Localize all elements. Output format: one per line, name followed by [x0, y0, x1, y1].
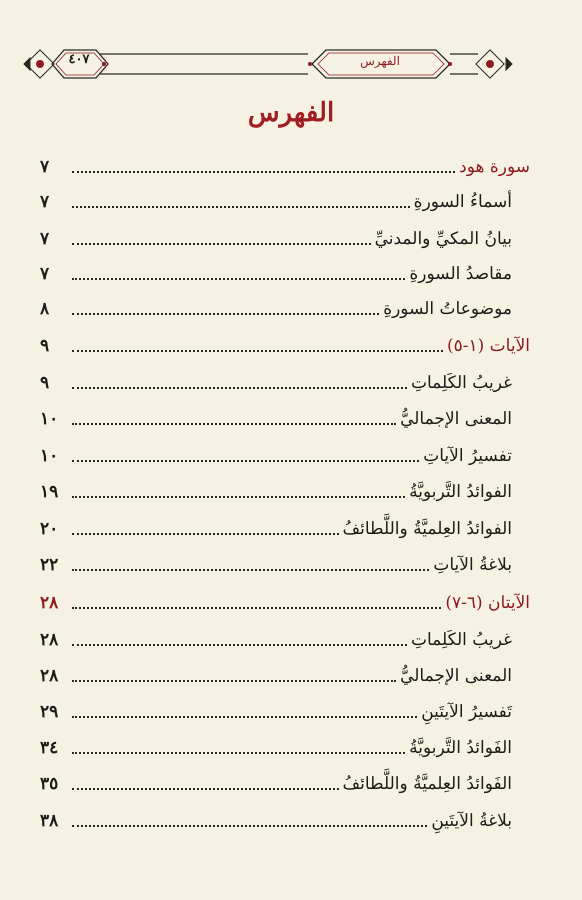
dot-leader [72, 788, 339, 790]
toc-entry-title: الفوائدُ التَّربويَّةُ [409, 482, 512, 502]
dot-leader [72, 313, 379, 315]
toc-entry[interactable] [40, 437, 530, 467]
dot-leader [72, 278, 405, 280]
toc-entry-page: ٩ [40, 373, 50, 393]
toc-entry[interactable] [40, 584, 530, 614]
toc-entry-title: مقاصدُ السورةِ [409, 264, 512, 284]
toc-entry-title: أسماءُ السورةِ [413, 192, 512, 212]
dot-leader [72, 607, 441, 609]
dot-leader [72, 716, 417, 718]
toc-entry-title: غريبُ الكَلِماتِ [410, 630, 512, 650]
dot-leader [72, 243, 371, 245]
dot-leader [72, 460, 419, 462]
toc-entry-page: ٢٨ [40, 593, 59, 613]
toc-entry-page: ٧ [40, 192, 50, 212]
toc-entry-page: ١٩ [40, 482, 59, 502]
header-ornament [0, 0, 582, 90]
dot-leader [72, 644, 407, 646]
dot-leader [72, 825, 427, 827]
toc-entry-page: ٢٨ [40, 666, 59, 686]
toc-entry-title: الفَوائدُ العِلميَّةُ واللَّطائفُ [342, 774, 512, 794]
toc-entry-title: المعنى الإجماليُّ [400, 409, 512, 429]
toc-entry-page: ٢٩ [40, 702, 59, 722]
toc-entry-page: ١٠ [40, 446, 59, 466]
toc-entry[interactable] [40, 327, 530, 357]
toc-entry-title: بلاغةُ الآياتِ [433, 555, 512, 575]
toc-entry[interactable] [40, 290, 530, 320]
dot-leader [72, 387, 407, 389]
toc-entry[interactable] [40, 765, 530, 795]
dot-leader [72, 752, 405, 754]
page-header [0, 0, 582, 90]
toc-entry[interactable] [40, 473, 530, 503]
toc-entry-page: ٧ [40, 264, 50, 284]
toc-entry-page: ٩ [40, 336, 50, 356]
dot-leader [72, 680, 396, 682]
dot-leader [72, 423, 396, 425]
toc-entry-title: تَفسيرُ الآيتَينِ [421, 702, 512, 722]
toc-entry-title: موضوعاتُ السورةِ [383, 299, 512, 319]
toc-entry-title: تفسيرُ الآياتِ [423, 446, 512, 466]
toc-entry[interactable] [40, 546, 530, 576]
toc-entry-page: ٨ [40, 299, 50, 319]
toc-entry-page: ٣٤ [40, 738, 59, 758]
toc-entry[interactable] [40, 364, 530, 394]
toc-entry-title: الفَوائدُ التَّربويَّةُ [409, 738, 512, 758]
toc-entry[interactable] [40, 510, 530, 540]
toc-entry-page: ٧ [40, 229, 50, 249]
toc-entry-title: المعنى الإجماليُّ [400, 666, 512, 686]
toc-entry-page: ١٠ [40, 409, 59, 429]
toc-entry-page: ٣٥ [40, 774, 59, 794]
toc-entry[interactable] [40, 400, 530, 430]
toc-entry-title: الآيتان (٦-٧) [445, 593, 530, 613]
toc-entry-title: الفوائدُ العِلميَّةُ واللَّطائفُ [342, 519, 512, 539]
toc-entry[interactable] [40, 657, 530, 687]
toc-entry-page: ٢٠ [40, 519, 59, 539]
toc-entry-title: الآيات (١-٥) [446, 336, 530, 356]
toc-entry[interactable] [40, 621, 530, 651]
toc-entry[interactable] [40, 220, 530, 250]
dot-leader [72, 171, 455, 173]
page-number: ٤٠٧ [68, 52, 90, 67]
toc-entry-title: بيانُ المكيِّ والمدنيِّ [374, 229, 512, 249]
dot-leader [72, 569, 429, 571]
toc-entry[interactable] [40, 183, 530, 213]
toc-entry[interactable] [40, 802, 530, 832]
toc-entry[interactable] [40, 148, 530, 178]
toc-entry-page: ٢٨ [40, 630, 59, 650]
toc-entry-page: ٣٨ [40, 811, 59, 831]
toc-entry-title: بلاغةُ الآيتَينِ [431, 811, 512, 831]
dot-leader [72, 350, 443, 352]
toc-entry-page: ٢٢ [40, 555, 59, 575]
toc-entry-page: ٧ [40, 157, 50, 177]
dot-leader [72, 533, 339, 535]
toc-entry-title: سورة هود [459, 157, 530, 177]
toc-entry-title: غريبُ الكَلِماتِ [410, 373, 512, 393]
toc-entry[interactable] [40, 729, 530, 759]
dot-leader [72, 496, 405, 498]
page-title: الفهرس [247, 98, 335, 128]
dot-leader [72, 206, 410, 208]
toc-entry[interactable] [40, 693, 530, 723]
running-head: الفهرس [360, 54, 400, 68]
toc-entry[interactable] [40, 255, 530, 285]
